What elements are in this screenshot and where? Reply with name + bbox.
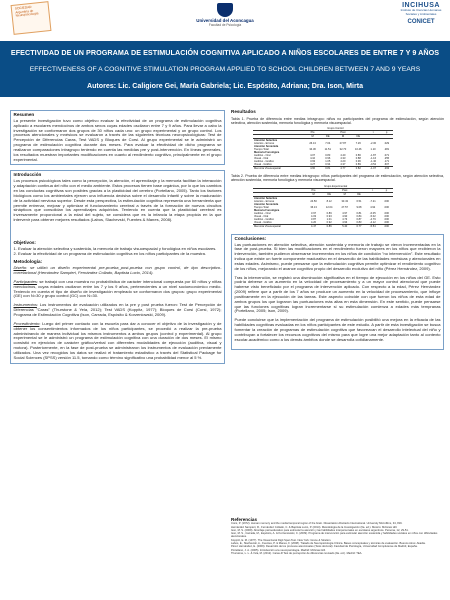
table-cell: .293 [380, 167, 393, 171]
table-cell: -4.12 [369, 220, 376, 224]
table-cell: 34.30 [309, 148, 316, 152]
table-cell: 32.70 [339, 148, 347, 152]
table-cell: 33.43 [341, 199, 348, 203]
conclusiones-paragraph: Las puntuaciones en atención selectiva, atención sostenida y memoria de trabajo se vieron incrementadas en la fase de post-prueba. Si bien las modificaciones en el rendimiento fueron mayores en los niños que recibieron la intervención, también pudieron observarse incrementos en los niños de condición "no intervención". Este resultado indica que existe un fuerte componente madurativo en el desarrollo de las habilidades mnésicas y atencionales en estas edades. Asimismo, puede pensarse que la estimulación cognitiva permite optimizar el rendimiento cognitivo de los niños, mejorando el avance cognitivo propio del desarrollo evolutivo del niño (Pérez Hernández, 2009). [234, 241, 441, 271]
table-cell: -1.16 [370, 157, 377, 161]
resumen-title: Resumen [13, 112, 35, 117]
table-cell: 1.01 [326, 217, 332, 221]
table-header-cell: Post [337, 188, 353, 192]
table-cell: 0.77 [353, 224, 366, 228]
table-cell: -0.52 [370, 163, 377, 167]
table-cell: -1.40 [370, 160, 377, 164]
table-cell: 0.93 [326, 214, 332, 218]
table-cell: .255 [384, 157, 390, 161]
table-cell: -7.21 [369, 199, 376, 203]
table-cell: .000 [383, 205, 390, 209]
title-banner [0, 41, 450, 97]
resultados-section [231, 110, 444, 228]
table-cell: .000 [383, 220, 390, 224]
table-cell: .171 [384, 160, 390, 164]
table-cell: Auditivo - Oral [254, 211, 271, 215]
table-cell: 8.12 [326, 199, 332, 203]
participantes-paragraph [14, 280, 222, 299]
poster-title: EFECTIVIDAD DE UN PROGRAMA DE ESTIMULACIÓN COGNITIVA APLICADO A NIÑOS ESCOLARES DE ENTRE 7 Y 9 AÑOS [10, 48, 440, 57]
table-header-cell: DE [321, 192, 337, 196]
table-cell: .000 [383, 211, 390, 215]
table-cell: -5.54 [365, 224, 380, 228]
table-cell: 4.20 [340, 160, 346, 164]
table-header-cell: DE [353, 192, 366, 196]
table-cell: -6.05 [369, 211, 376, 215]
table-cell: 7.04 [325, 142, 331, 146]
table-cell: -2.30 [370, 142, 377, 146]
table-cell: 0.81 [356, 211, 362, 215]
table-cell: 4.73 [342, 217, 348, 221]
left-column [10, 110, 225, 369]
table-cell: 26.13 [309, 142, 316, 146]
table-cell: Visual - Gráfico [254, 163, 272, 167]
tabla1-caption: Tabla 1. Prueba de diferencia entre medias intragrupo: niños no participantes del programa de estimulación, según atención selectiva, atención sostenida, memoria fonológica y memoria visuoespacial. [231, 116, 444, 126]
table-group-header: Grupo Experimental [306, 185, 366, 189]
table-cell: 4.77 [335, 167, 350, 171]
reference-item: Labos, E., Slachevski, A., Fuentes, P. & Manes, F. (2008). Tratado de Neuropsicología Clínica. Bases conceptuales y técnicas de evaluación. Buenos Aires: Akadia. [231, 542, 426, 546]
table-cell: 0.84 [356, 214, 362, 218]
sociedad-logo-text: SOCIEDAD Argentina de Neuropsicologia [14, 4, 39, 18]
uda-name: Universidad del Aconcagua [196, 18, 254, 23]
poster-authors: Autores: Lic. Caligiore Gei, María Gabriela; Lic. Espósito, Adriana; Dra. Ison, Mirta [86, 82, 364, 90]
introduccion-title: Introducción [13, 172, 42, 178]
table-cell: 27.87 [339, 142, 347, 146]
diseno-label: Diseño [13, 265, 27, 271]
table-cell: 0.86 [355, 154, 361, 158]
table-cell: 0.92 [326, 220, 332, 224]
table-cell: Aciertos - Errores [254, 199, 275, 203]
table-header-cell: p [380, 131, 393, 135]
table-cell: 3.87 [311, 217, 317, 221]
table-cell: 4.07 [310, 154, 316, 158]
table-cell: .029 [384, 142, 390, 146]
table-cell: 4.20 [311, 220, 317, 224]
table-cell: 1.05 [325, 160, 331, 164]
metodologia-title: Metodología: [13, 259, 43, 265]
table-cell: 5.40 [337, 224, 353, 228]
table-cell: 4.90 [342, 214, 348, 218]
table-cell: .071 [384, 154, 390, 158]
table-group-header: Grupo Control [305, 127, 366, 131]
table-cell: 0.89 [326, 211, 332, 215]
referencias-title: Referencias [231, 517, 258, 522]
inchusa-sub: Instituto de Ciencias Humanas Sociales y Ambientales [400, 8, 442, 16]
objetivos-title: Objetivos: [13, 239, 36, 245]
table-cell: Auditivo - Gráfico [254, 217, 274, 221]
table-cell: .000 [383, 214, 390, 218]
conclusiones-title: Conclusiones: [234, 235, 267, 241]
instrumentos-paragraph [14, 303, 222, 318]
table-cell: -5.02 [369, 214, 376, 218]
reference-item: Ison, M. S. (2009). Abordaje psicoeducativo para estimular la atención y las habilidades interpersonales en escolares argentinos. Persona, 12, 29-51. [231, 528, 409, 532]
introduccion-section [10, 170, 225, 363]
table-cell: 3.93 [310, 160, 316, 164]
table-cell: Atención Selectiva [254, 196, 278, 200]
table-cell: 9.08 [356, 205, 362, 209]
table-header-cell: M [306, 192, 322, 196]
resultados-title: Resultados [231, 109, 256, 114]
table-cell: -4.79 [369, 217, 376, 221]
instrumentos-text: : Los instrumentos de evaluación utilizados en la pre y post prueba fueron: Test de Percepción de Diferencias "Caras" (Thurstone & Yela, 2012); Test VADS (Koppitz, 1977); Bloques de Corsi (Corsi, 1972); Programa de Estimulación Cognitiva (Ison, Carrada, Espósito & Korzeniowski, 2009). [13, 302, 222, 317]
table-cell: Memoria Fonológica [254, 151, 280, 155]
reference-item: Pérez Hernández, E. (2009). Desarrollo de los procesos atencionales (Tesis doctoral). Facultad de Psicología, Universidad Complutense de Madrid, España. [231, 545, 418, 549]
table-cell: .607 [384, 163, 390, 167]
table-cell: 4.37 [340, 163, 346, 167]
tabla1 [253, 127, 393, 170]
procedimiento-label: Procedimiento [13, 320, 40, 326]
uda-sub: Facultad de Psicología [208, 23, 242, 27]
table-cell: 11.51 [324, 148, 331, 152]
table-cell: Visual - Oral [254, 214, 269, 218]
table-cell: 24.50 [310, 199, 317, 203]
procedimiento-paragraph [14, 322, 222, 361]
table-cell: 4.92 [370, 205, 376, 209]
table-cell: .000 [380, 224, 393, 228]
reference-item: Corsi, P. (1972). Human memory and the medial temporal region of the brain. Dissertation Abstracts International. University Microfilms, 34, 819. [231, 522, 403, 526]
participantes-label: Participantes [13, 278, 37, 284]
introduccion-text: Los procesos psicológicos tales como la percepción, la atención, el aprendizaje y la memoria facilitan la interacción y adaptación continua del niño con el medio ambiente. Estos procesos tienen base orgánica, por lo que los cambios en las conductas cognitivas son posibles gracias a la plasticidad del cerebro (Portellano, 2005). Tanto los factores biológicos como los ambientales ejercen una influencia decisiva sobre el desarrollo infantil y sobre la maduración de la actividad nerviosa superior. Desde esta perspectiva, la estimulación cognitiva representa una herramienta que permite entrenar, mejorar y optimizar el funcionamiento cerebral a través de la formación de nuevos circuitos sinápticos que consolidan los aprendizajes adquiridos. Teniendo en cuenta que la plasticidad cerebral es inversamente proporcional a la edad del sujeto, se considera que es la infancia la etapa propicia en la que intervenir para obtener mejores resultados (Labos, Slachevski, Fuentes & Manes, 2008). [13, 178, 222, 223]
table-cell: 27.57 [341, 205, 348, 209]
table-header-cell: DE [351, 135, 366, 139]
reference-item: Thurstone, L. L. & Yela, M. (2012). Caras-R Test de percepción de diferencias revisado (9a. ed.). Madrid: TEA. [231, 552, 363, 556]
table-cell: Atención Sostenida [254, 145, 279, 149]
table-header-cell: M [335, 135, 350, 139]
procedimiento-text: : Luego del primer contacto con la escuela para dar a conocer el objetivo de la investigación y de obtener los consentimientos informados de los niños participantes, se procedió a realizar la pre-prueba administrando de manera individual los mismos instrumentos a ambos grupos (control y experimental). Al grupo experimental se le administró un programa de estimulación cognitiva con una duración de dos meses. El mismo consistió en ejercicios de carácter gráfico/verbal con diferentes modalidades de ejecución (auditiva, visual y motora). Posteriormente, en la fase de post-prueba se administraron los instrumentos de evaluación previamente utilizados. Una vez recogidos los datos se realizó el tratamiento estadístico a través del Statistical Package for Social Sciences (SPSS) versión 11.5, tomando como término significativo una probabilidad menor al 5 %. [13, 320, 222, 360]
table-cell: 12.04 [325, 205, 333, 209]
inchusa-conicet-logo [398, 2, 444, 38]
table-cell: Tiempo Total [254, 205, 269, 209]
diseno-text: : se utilizó un diseño experimental pre-prueba_post-prueba con grupo control, de tipo descriptivo-correlacional (Hernández Sampieri, Fernández Collado, Baptista Lucio, 2014). [13, 265, 222, 276]
table-cell: .281 [384, 148, 390, 152]
table-cell: 36.13 [310, 205, 317, 209]
table-cell: 4.40 [340, 154, 346, 158]
table-row [253, 224, 393, 228]
table-header-cell: DE [320, 135, 335, 139]
sociedad-neuropsicologia-logo [11, 1, 52, 35]
shield-icon [217, 3, 233, 17]
inchusa-name: INCIHUSA [402, 2, 440, 9]
table-header-cell: M [305, 135, 320, 139]
universidad-aconcagua-logo [190, 3, 260, 39]
tabla2 [253, 185, 393, 228]
table-cell: 0.83 [325, 154, 331, 158]
conicet-name: CONICET [407, 19, 435, 25]
table-header-cell: M [337, 192, 353, 196]
participantes-text: : se trabajó con una muestra no probabilística de carácter intencional compuesta por 60 niños y niñas mendocinos, cuyas edades oscilaron entre los 7 y los 9 años, pertenecientes a un nivel socioeconómico medio. Teniendo en cuenta el tipo de diseño de investigación empleado se conformaron dos grupos: grupo experimental (GE) con N=30 y grupo control (GC) con N=30. [13, 278, 222, 299]
referencias-list [231, 522, 444, 555]
table-cell: 4.47 [306, 224, 322, 228]
table-cell: -1.87 [370, 154, 377, 158]
table-cell: 0.81 [320, 167, 335, 171]
table-cell: Atención Selectiva [254, 139, 278, 143]
table-cell: -1.07 [366, 167, 380, 171]
table-cell: Auditivo - Gráfico [254, 160, 274, 164]
table-cell: Memoria Visuoespacial [253, 167, 305, 171]
table-header-cell: Pre [305, 131, 320, 135]
table-header-cell: t [365, 188, 380, 192]
reference-item: Hernández Sampieri, R., Fernández Collado, C. & Baptista Lucio, P. (2014). Metodología de la Investigación (6a. ed.). México: McGraw Hill. [231, 525, 398, 529]
table-cell: 7.26 [355, 142, 361, 146]
resumen-section [10, 110, 225, 165]
table-cell: Memoria Visuoespacial [253, 224, 306, 228]
table-cell: 0.96 [355, 160, 361, 164]
table-cell: Visual - Oral [254, 157, 269, 161]
diseno-paragraph [14, 266, 222, 276]
table-cell: 4.03 [311, 214, 317, 218]
table-cell: 0.96 [325, 157, 331, 161]
poster-subtitle: EFFECTIVENESS OF A COGNITIVE STIMULATION PROGRAM APPLIED TO SCHOOL CHILDREN BETWEEN 7 AND 9 YEARS [29, 66, 421, 73]
table-cell: 3.97 [311, 211, 317, 215]
objetivo-item: 1. Evaluar la atención selectiva y sostenida, la memoria de trabajo visuoespacial y fonológica en niños escolares. [13, 245, 217, 251]
table-cell: Auditivo - Oral [254, 154, 271, 158]
table-cell: 4.33 [340, 157, 346, 161]
table-cell: 1.10 [370, 148, 376, 152]
table-cell: 0.87 [356, 217, 362, 221]
table-cell: .000 [383, 217, 390, 221]
conclusiones-section [231, 234, 444, 350]
table-cell: 4.93 [342, 220, 348, 224]
objetivo-item: 2. Evaluar la efectividad de un programa de estimulación cognitiva en los niños participantes de la muestra. [13, 250, 207, 256]
table-row [253, 167, 393, 171]
table-cell: Tiempo Total [254, 148, 269, 152]
table-header-cell: t [366, 131, 380, 135]
table-cell: 0.94 [325, 163, 331, 167]
table-cell: Visual - Gráfico [254, 220, 272, 224]
reference-item: Portellano, J. A. (2005). Introducción a la neuropsicología. Madrid: McGraw Hill. [231, 548, 326, 552]
table-header-cell: Post [335, 131, 350, 135]
instrumentos-label: Instrumentos [13, 302, 37, 308]
table-header-cell: p [380, 188, 393, 192]
table-cell: 0.88 [355, 157, 361, 161]
table-cell: 4.60 [305, 167, 320, 171]
table-cell: 6.51 [356, 199, 362, 203]
table-cell: 0.82 [351, 167, 366, 171]
conclusiones-paragraph: Puede concluirse que la implementación del programa de estimulación posibilitó una mejora en la eficacia de las habilidades cognitivas evaluadas en los niños participantes de este estudio. A partir de esta investigación se busca fomentar la creación de programas de estimulación cognitiva que favorezcan el desarrollo intelectual del niño y contribuyan a fortalecer los recursos cognitivos del mismo para que logre una mejor adaptación tanto al contexto escolar-académico como a los demás ámbitos donde se desarrolla cotidianamente. [234, 317, 441, 342]
resumen-text: La presente investigación tuvo como objetivo evaluar la efectividad de un programa de estimulación cognitiva aplicado a escolares mendocinos de ambos sexos cuyas edades oscilaron entre 7 y 9 años. Para llevar a cabo la investigación se conformaron dos grupos de 30 niños cada uno: un grupo experimental y un grupo control. Los procesos atencionales y mnésicos se evaluaron a través de las siguientes técnicas neuropsicológicas: Test de Percepción de Diferencias Caras, Test VADS y Bloques de Corsi. Al grupo experimental se le administró un programa de estimulación cognitiva durante dos meses. Para evaluar la efectividad de dicho programa se realizaron comparaciones intragrupo teniendo en cuenta las medidas pre y post-intervención. En líneas generales, los resultados muestran importantes modificaciones en cuanto al rendimiento cognitivo, principalmente en el grupo experimental. [13, 117, 222, 162]
referencias-section [231, 518, 444, 555]
table-cell: 0.86 [321, 224, 337, 228]
table-cell: Memoria Fonológica [254, 208, 280, 212]
conclusiones-paragraph: Tras la intervención, se registró una disminución significativa en el tiempo de ejecución en los niños del GE. Esto podría deberse a un aumento en la velocidad de procesamiento y a un mayor control atencional que puede haberse visto beneficiado por el programa de intervención aplicado. Con respecto a la edad, Pérez Hernández (2009) refiere que a partir de los 7 años se produce un aumento en la velocidad de procesamiento, que influye positivamente en la ejecución de las tareas. Este aspecto coincide con que fueron los niños de esta edad de ambos grupos los que lograron las puntuaciones más altas en esta dimensión. En este sentido, puede pensarse que las funciones cognitivas logran incrementarse si su estimulación comienza a edades más tempranas (Portellano, 2005; Ison, 2009). [234, 274, 441, 314]
table-cell: Aciertos - Errores [254, 142, 275, 146]
reference-item: Ison, M. S., Carrada, M., Espósito, A. & Korzeniowski, C. (2009). Programa de intervención para estimular atención sostenida y habilidades sociales en niños con dificultades atencionales. [231, 532, 438, 539]
right-column [231, 110, 444, 350]
table-cell: 4.97 [342, 211, 348, 215]
reference-item: Koppitz, E. M. (1977). The Visual Aural Digit Span Test. New York: Grune & Stratton. [231, 538, 332, 542]
table-cell: 0.89 [355, 163, 361, 167]
table-header-cell: Pre [306, 188, 322, 192]
table-cell: 0.83 [356, 220, 362, 224]
tabla2-caption: Tabla 2. Prueba de diferencia entre medias intragrupo: niños participantes del programa de estimulación, según atención selectiva, atención sostenida, memoria fonológica y memoria visuoespacial. [231, 174, 444, 183]
table-cell: 4.27 [310, 163, 316, 167]
table-cell: 4.10 [310, 157, 316, 161]
table-cell: Atención Sostenida [254, 202, 279, 206]
table-cell: 10.46 [355, 148, 362, 152]
table-cell: .000 [383, 199, 390, 203]
